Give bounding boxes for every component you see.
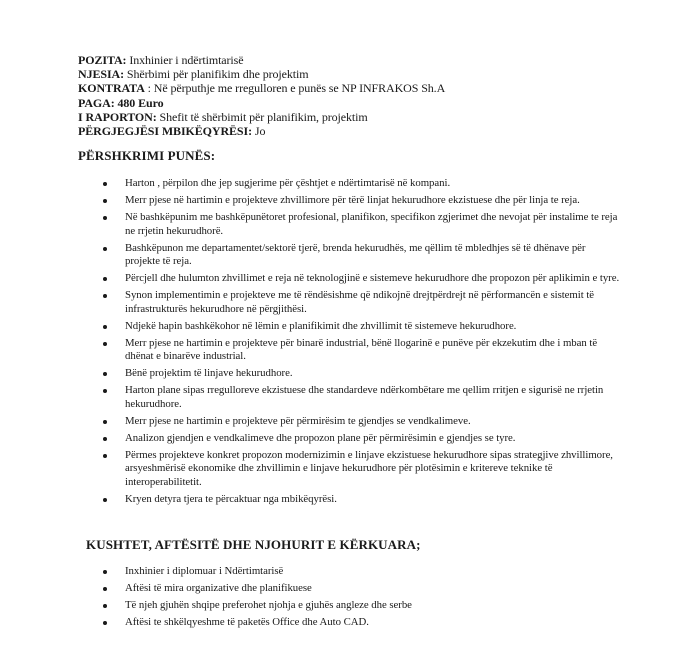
list-item [103, 177, 623, 191]
bullet-icon [103, 216, 107, 220]
bullet-icon [103, 182, 107, 186]
pergjegjesi-value: Jo [251, 123, 266, 138]
kontrata-label: KONTRATA [78, 81, 145, 96]
list-item-text: Bënë projektim të linjave hekurudhore. [125, 367, 293, 380]
bullet-icon [103, 372, 107, 376]
list-item-text: Përmes projekteve konkret propozon modernizimin e linjave ekzistuese hekurudhore sipas strategjive zhvillimore, arsyeshmërisë ekonomike dhe zhvillimin e linjave hekurudhore për plotësimin e kritereve teknike të interoperabilitetit. [125, 448, 613, 488]
list-item [103, 493, 623, 507]
list-item-text: Në bashkëpunim me bashkëpunëtoret profesional, planifikon, specifikon zgjerimet dhe nevojat për instalime te reja ne rrjetin hekurudhorë. [125, 210, 618, 237]
list-item [103, 289, 623, 316]
bullet-icon [103, 587, 107, 591]
list-item [103, 415, 623, 429]
header-line-pergjegjesi [78, 124, 678, 138]
list-item-text: Ndjekë hapin bashkëkohor në lëmin e planifikimit dhe zhvillimit të sistemeve hekurudhore. [125, 319, 517, 332]
list-item-text: Synon implementimin e projekteve me të rëndësishme që ndikojnë drejtpërdrejt në përformancën e sistemit të infrastrukturës hekurudhore në përgjithësi. [125, 289, 595, 315]
list-item-text: Bashkëpunon me departamentet/sektorë tjerë, brenda hekurudhës, me qëllim të mbledhjes së të dhënave për projekte të reja. [125, 241, 586, 268]
list-item [103, 320, 623, 334]
header-line-kontrata [78, 81, 678, 95]
paga-label: PAGA: [78, 95, 115, 110]
requirements-list [103, 565, 623, 633]
list-item-text: Aftësi të mira organizative dhe planifikuese [125, 581, 312, 594]
bullet-icon [103, 437, 107, 441]
list-item [103, 194, 623, 208]
bullet-icon [103, 294, 107, 298]
njesia-value: Shërbimi për planifikim dhe projektim [123, 67, 309, 82]
pozita-label: POZITA: [78, 53, 127, 67]
bullet-icon [103, 247, 107, 251]
pergjegjesi-label: PËRGJEGJËSI MBIKËQYRËSI: [78, 123, 252, 138]
section-title-job-description: PËRSHKRIMI PUNËS: [78, 148, 216, 163]
list-item [103, 449, 623, 490]
bullet-icon [103, 420, 107, 424]
bullet-icon [103, 454, 107, 458]
list-item [103, 337, 623, 364]
bullet-icon [103, 325, 107, 329]
bullet-icon [103, 604, 107, 608]
section-title-requirements: KUSHTET, AFTËSITË DHE NJOHURIT E KËRKUARA; [86, 537, 421, 552]
list-item-text: Kryen detyra tjera te përcaktuar nga mbikëqyrësi. [125, 492, 337, 505]
list-item [103, 616, 623, 630]
raporton-value: Shefit të shërbimit për planifikim, projektim [156, 109, 368, 124]
list-item-text: Harton , përpilon dhe jep sugjerime për çështjet e ndërtimtarisë në kompani. [125, 177, 451, 189]
list-item [103, 582, 623, 596]
bullet-icon [103, 342, 107, 346]
list-item [103, 272, 623, 286]
job-description-list [103, 177, 623, 510]
list-item-text: Harton plane sipas rregulloreve ekzistuese dhe standardeve ndërkombëtare me qellim rritjen e sigurisë ne rrjetin hekurudhore. [125, 384, 604, 410]
list-item [103, 367, 623, 381]
bullet-icon [103, 277, 107, 281]
bullet-icon [103, 199, 107, 203]
header-line-paga [78, 96, 678, 110]
list-item [103, 599, 623, 613]
list-item [103, 432, 623, 446]
bullet-icon [103, 570, 107, 574]
header-line-njesia [78, 67, 678, 81]
raporton-label: I RAPORTON: [78, 109, 157, 124]
header-line-raporton [78, 110, 678, 124]
list-item-text: Inxhinier i diplomuar i Ndërtimtarisë [125, 565, 284, 577]
list-item-text: Analizon gjendjen e vendkalimeve dhe propozon plane për përmirësimin e gjendjes se tyre. [125, 431, 516, 444]
list-item-text: Merr pjese në hartimin e projekteve zhvillimore për tërë linjat hekurudhore ekzistuese dhe për linja te reja. [125, 193, 580, 206]
header-line-pozita [78, 53, 678, 67]
list-item [103, 211, 623, 238]
list-item [103, 242, 623, 269]
list-item [103, 384, 623, 411]
bullet-icon [103, 389, 107, 393]
kontrata-value: : Në përputhje me rregulloren e punës se NP INFRAKOS Sh.A [144, 81, 446, 96]
list-item [103, 565, 623, 579]
pozita-value: Inxhinier i ndërtimtarisë [126, 53, 244, 67]
list-item-text: Merr pjese ne hartimin e projekteve për binarë industrial, bënë llogarinë e punëve për ekzekutim dhe i mban të dhënat e binarëve industrial. [125, 336, 598, 363]
list-item-text: Merr pjese ne hartimin e projekteve për përmirësim te gjendjes se vendkalimeve. [125, 414, 471, 427]
list-item-text: Përcjell dhe hulumton zhvillimet e reja në teknologjinë e sistemeve hekurudhore dhe propozon për aplikimin e tyre. [125, 272, 620, 285]
list-item-text: Aftësi te shkëlqyeshme të paketës Office dhe Auto CAD. [125, 615, 369, 628]
bullet-icon [103, 498, 107, 502]
list-item-text: Të njeh gjuhën shqipe preferohet njohja e gjuhës angleze dhe serbe [125, 598, 412, 611]
njesia-label: NJESIA: [78, 67, 124, 82]
job-header [78, 53, 678, 138]
paga-value: 480 Euro [114, 95, 164, 110]
bullet-icon [103, 621, 107, 625]
